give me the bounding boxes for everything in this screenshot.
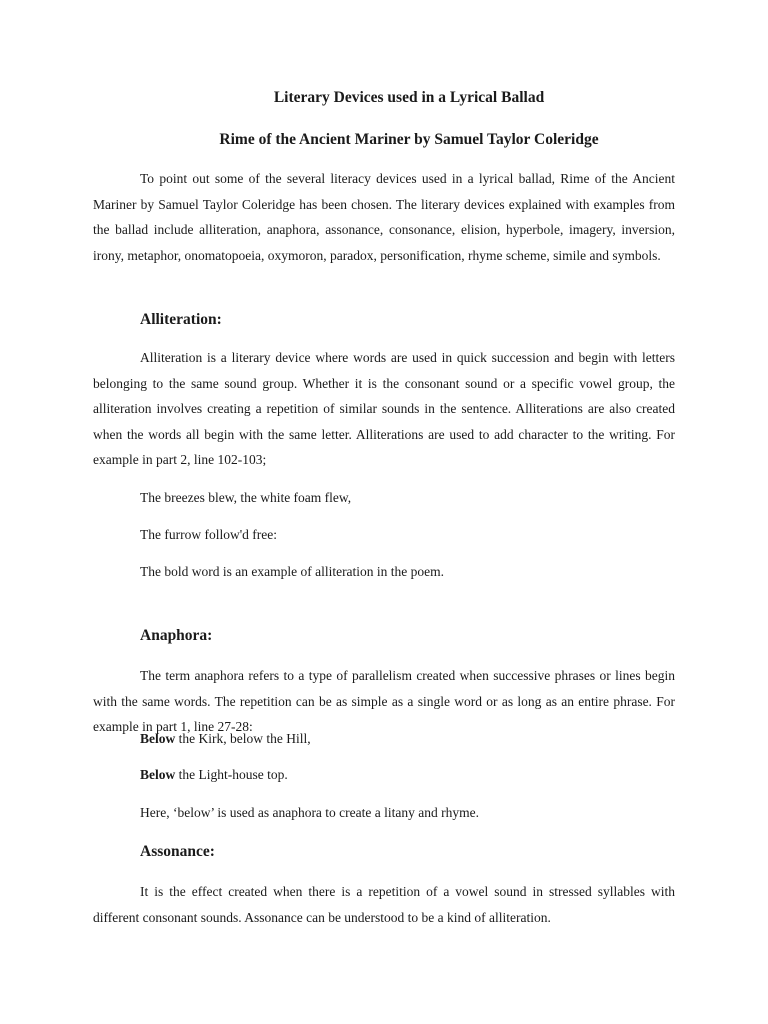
- alliteration-heading: Alliteration:: [140, 311, 222, 328]
- anaphora-example-line-2: [140, 765, 288, 785]
- alliteration-first-word: Alliteration: [140, 350, 203, 365]
- anaphora-example-2-rest: the Light-house top.: [175, 767, 288, 782]
- anaphora-example-1-bold: Below: [140, 731, 176, 746]
- anaphora-note: Here, ‘below’ is used as anaphora to create a litany and rhyme.: [140, 805, 479, 820]
- assonance-paragraph: [93, 879, 675, 930]
- intro-first-word: To: [140, 171, 155, 186]
- anaphora-example-line-1: [140, 729, 311, 749]
- assonance-first-word: It: [140, 884, 149, 899]
- anaphora-heading: Anaphora:: [140, 627, 213, 644]
- document-subtitle: Rime of the Ancient Mariner by Samuel Taylor Coleridge: [219, 131, 599, 148]
- alliteration-example-line-2: The furrow follow'd free:: [140, 527, 278, 542]
- intro-paragraph: [93, 166, 675, 268]
- anaphora-text: term anaphora refers to a type of parallelism created when successive phrases or lines begin with the same words. The repetition can be as simple as a single word or as long as an entire phrase. For example in part 1, line 27-28:: [93, 668, 676, 734]
- alliteration-note: The bold word is an example of alliteration in the poem.: [140, 564, 445, 579]
- alliteration-example-line-1: The breezes blew, the white foam flew,: [140, 490, 352, 505]
- alliteration-text: is a literary device where words are used in quick succession and begin with letters belonging to the same sound group. Whether it is the consonant sound or a specific vowel group, the alliteration involves creating a repetition of similar sounds in the sentence. Alliterations are also created when the words all begin with the same letter. Alliterations are used to add character to the writing. For example in part 2, line 102-103;: [93, 350, 675, 467]
- anaphora-example-2-bold: Below: [140, 767, 176, 782]
- intro-text: point out some of the several literacy devices used in a lyrical ballad, Rime of the Ancient Mariner by Samuel Taylor Coleridge has been chosen. The literary devices explained with examples from the ballad include alliteration, anaphora, assonance, consonance, elision, hyperbole, imagery, inversion, irony, metaphor, onomatopoeia, oxymoron, paradox, personification, rhyme scheme, simile and symbols.: [93, 171, 675, 263]
- assonance-heading: Assonance:: [140, 843, 215, 860]
- anaphora-example-1-rest: the Kirk, below the Hill,: [175, 731, 311, 746]
- alliteration-paragraph: [93, 345, 675, 473]
- assonance-text: is the effect created when there is a repetition of a vowel sound in stressed syllables with different consonant sounds. Assonance can be understood to be a kind of alliteration.: [93, 884, 676, 925]
- document-title: Literary Devices used in a Lyrical Ballad: [273, 89, 545, 106]
- anaphora-first-word: The: [140, 668, 161, 683]
